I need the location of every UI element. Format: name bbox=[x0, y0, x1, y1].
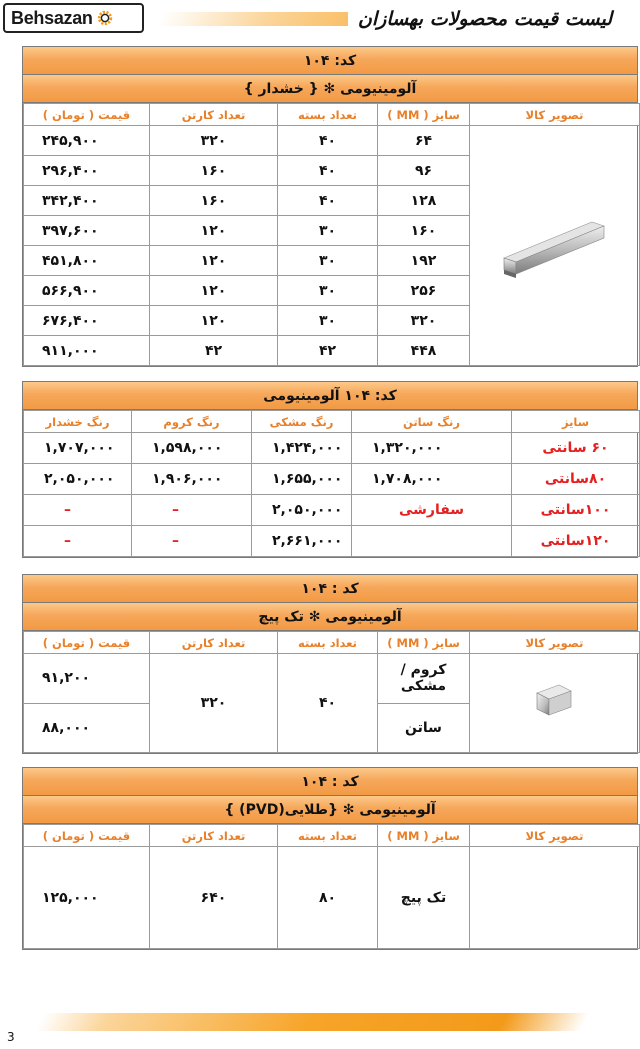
col-header-chrome: رنگ کروم bbox=[132, 411, 252, 433]
table-row: ۴۴۸ ۴۲ ۴۲ ۹۱۱,۰۰۰ bbox=[24, 336, 640, 366]
col-header-black: رنگ مشکی bbox=[252, 411, 352, 433]
table-row: ۹۶ ۴۰ ۱۶۰ ۲۹۶,۴۰۰ bbox=[24, 156, 640, 186]
table-row: ۸۰سانتی ۱,۷۰۸,۰۰۰ ۱,۶۵۵,۰۰۰ ۱,۹۰۶,۰۰۰ ۲,۰۵۰,۰۰۰ bbox=[24, 464, 640, 495]
table-row: ۱۹۲ ۳۰ ۱۲۰ ۴۵۱,۸۰۰ bbox=[24, 246, 640, 276]
price-table bbox=[23, 631, 640, 753]
price-table bbox=[23, 824, 640, 949]
col-header-pack: تعداد بسته bbox=[278, 632, 378, 654]
col-header-carton: تعداد کارتن bbox=[150, 632, 278, 654]
col-header-size: سایز bbox=[512, 411, 640, 433]
product-image-cell bbox=[470, 126, 640, 366]
price-table bbox=[23, 103, 640, 366]
col-header-pack: تعداد بسته bbox=[278, 104, 378, 126]
table-row: ۶۰ سانتی ۱,۳۲۰,۰۰۰ ۱,۴۲۴,۰۰۰ ۱,۵۹۸,۰۰۰ ۱,۷۰۷,۰۰۰ bbox=[24, 433, 640, 464]
table-row: تک پیچ ۸۰ ۶۴۰ ۱۲۵,۰۰۰ bbox=[24, 847, 640, 949]
table-header-row bbox=[24, 104, 640, 126]
price-by-color-section bbox=[22, 381, 638, 558]
product-image-cell bbox=[470, 654, 640, 753]
table-header-row bbox=[24, 411, 640, 433]
col-header-size: سایز ( MM ) bbox=[378, 632, 470, 654]
footer-decor-bar bbox=[35, 1013, 590, 1031]
section-product-name: آلومینیومی ✻ {طلایی(PVD) } bbox=[23, 796, 637, 824]
custom-order-label: سفارشی bbox=[352, 495, 512, 526]
section-product-name: آلومینیومی ✻ { خشدار } bbox=[23, 75, 637, 103]
col-header-price: قیمت ( تومان ) bbox=[24, 825, 150, 847]
table-row: ۱۲۰سانتی ۲,۶۶۱,۰۰۰ – – bbox=[24, 526, 640, 557]
table-header-row bbox=[24, 632, 640, 654]
section-code: کد : ۱۰۴ bbox=[23, 768, 637, 796]
page-title: لیست قیمت محصولات بهسازان bbox=[348, 4, 622, 34]
color-price-table bbox=[23, 410, 640, 557]
col-header-image: تصویر کالا bbox=[470, 104, 640, 126]
product-image-cell bbox=[470, 847, 640, 949]
col-header-size: سایز ( MM ) bbox=[378, 104, 470, 126]
table-row: ساتن ۸۸,۰۰۰ bbox=[24, 703, 640, 753]
col-header-carton: تعداد کارتن bbox=[150, 104, 278, 126]
section-code: کد : ۱۰۴ bbox=[23, 575, 637, 603]
product-section-gold-pvd bbox=[22, 767, 638, 950]
table-header-row bbox=[24, 825, 640, 847]
page-number: 3 bbox=[7, 1030, 15, 1044]
table-row: ۱۰۰سانتی سفارشی ۲,۰۵۰,۰۰۰ – – bbox=[24, 495, 640, 526]
product-section-single-screw bbox=[22, 574, 638, 754]
col-header-textured: رنگ خشدار bbox=[24, 411, 132, 433]
section-code: کد: ۱۰۴ bbox=[23, 47, 637, 75]
col-header-price: قیمت ( تومان ) bbox=[24, 632, 150, 654]
table-row: کروم / مشکی ۴۰ ۳۲۰ ۹۱,۲۰۰ bbox=[24, 654, 640, 704]
section-product-name: آلومینیومی ✻ تک پیچ bbox=[23, 603, 637, 631]
table-row: ۳۲۰ ۳۰ ۱۲۰ ۶۷۶,۴۰۰ bbox=[24, 306, 640, 336]
col-header-image: تصویر کالا bbox=[470, 825, 640, 847]
col-header-image: تصویر کالا bbox=[470, 632, 640, 654]
col-header-pack: تعداد بسته bbox=[278, 825, 378, 847]
col-header-price: قیمت ( تومان ) bbox=[24, 104, 150, 126]
product-section-textured bbox=[22, 46, 638, 367]
table-row: ۶۴ ۴۰ ۳۲۰ ۲۴۵,۹۰۰ bbox=[24, 126, 640, 156]
table-row: ۱۲۸ ۴۰ ۱۶۰ ۳۴۲,۴۰۰ bbox=[24, 186, 640, 216]
table-row: ۲۵۶ ۳۰ ۱۲۰ ۵۶۶,۹۰۰ bbox=[24, 276, 640, 306]
col-header-carton: تعداد کارتن bbox=[150, 825, 278, 847]
col-header-satin: رنگ ساتن bbox=[352, 411, 512, 433]
section-title: کد: ۱۰۴ آلومینیومی bbox=[23, 382, 637, 410]
gear-icon bbox=[96, 9, 114, 27]
col-header-size: سایز ( MM ) bbox=[378, 825, 470, 847]
logo-text: Behsazan bbox=[11, 7, 93, 28]
handle-profile-image bbox=[500, 204, 610, 284]
table-row: ۱۶۰ ۳۰ ۱۲۰ ۳۹۷,۶۰۰ bbox=[24, 216, 640, 246]
handle-single-screw-image bbox=[533, 681, 577, 721]
brand-logo bbox=[3, 3, 144, 33]
